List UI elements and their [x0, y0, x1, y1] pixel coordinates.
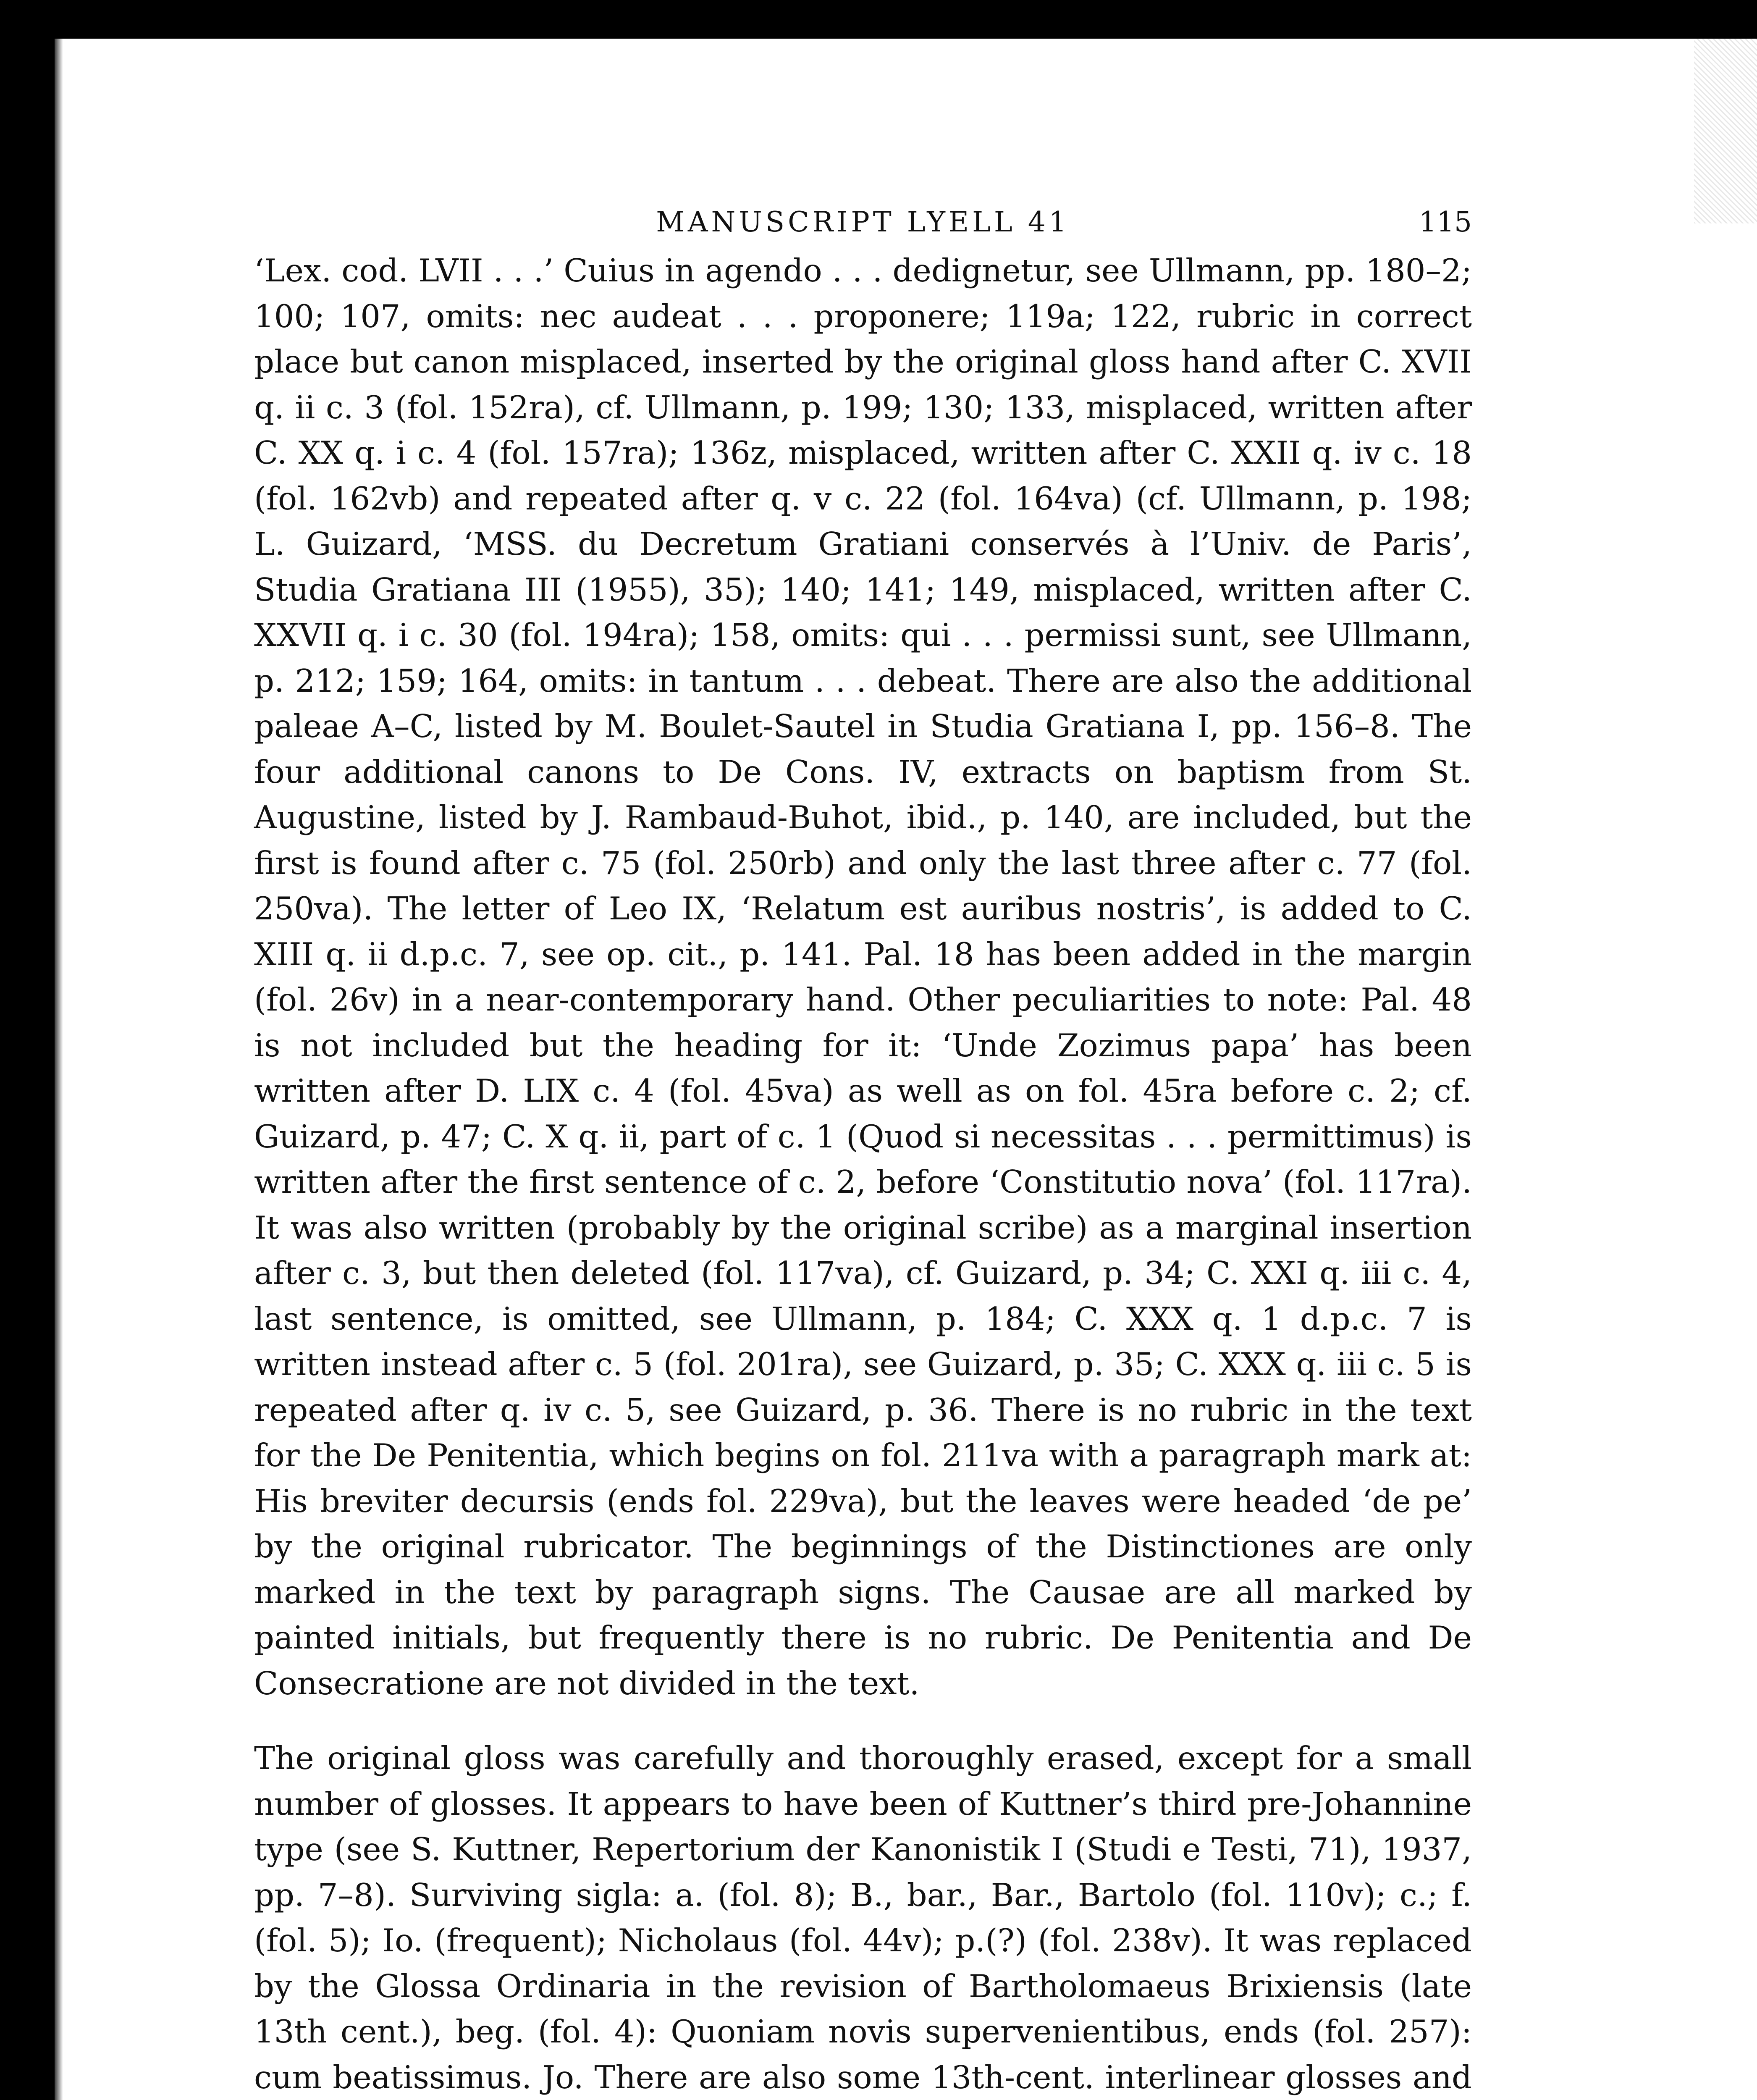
- running-title: MANUSCRIPT LYELL 41: [656, 206, 1070, 238]
- page-text-block: [254, 197, 1472, 2100]
- scan-noise-top-right: [1694, 39, 1757, 223]
- scan-shadow-left: [55, 39, 63, 2100]
- body-paragraph-2: The original gloss was carefully and thoroughly erased, except for a small number of glosses. It appears to have been of Kuttner’s third pre-Johannine type (see S. Kuttner, Repertorium der Kanonistik I (Studi e Testi, 71), 1937, pp. 7–8). Surviving sigla: a. (fol. 8); B., bar., Bar., Bartolo (fol. 110v); c.; f. (fol. 5); Io. (frequent); Nicholaus (fol. 44v); p.(?) (fol. 238v). It was replaced by the Glossa Ordinaria in the revision of Bartholomaeus Brixiensis (late 13th cent.), beg. (fol. 4): Quoniam novis supervenientibus, ends (fol. 257): cum beatissimus. Jo. There are also some 13th-cent. interlinear glosses and: [254, 1740, 1472, 2096]
- body-paragraph-1: ‘Lex. cod. LVII . . .’ Cuius in agendo . . . dedignetur, see Ullmann, pp. 180–2; 100; 107, omits: nec audeat . . . proponere; 119a; 122, rubric in correct place but canon misplaced, inserted by the original gloss hand after C. XVII q. ii c. 3 (fol. 152ra), cf. Ullmann, p. 199; 130; 133, misplaced, written after C. XX q. i c. 4 (fol. 157ra); 136z, misplaced, written after C. XXII q. iv c. 18 (fol. 162vb) and repeated after q. v c. 22 (fol. 164va) (cf. Ullmann, p. 198; L. Guizard, ‘MSS. du Decretum Gratiani conservés à l’Univ. de Paris’, Studia Gratiana III (1955), 35); 140; 141; 149, misplaced, written after C. XXVII q. i c. 30 (fol. 194ra); 158, omits: qui . . . permissi sunt, see Ullmann, p. 212; 159; 164, omits: in tantum . . . debeat. There are also the additional paleae A–C, listed by M. Boulet-Sautel in Studia Gratiana I, pp. 156–8. The four additional canons to De Cons. IV, extracts on baptism from St. Augustine, listed by J. Rambaud-Buhot, ibid., p. 140, are included, but the first is found after c. 75 (fol. 250rb) and only the last three after c. 77 (fol. 250va). The letter of Leo IX, ‘Relatum est auribus nostris’, is added to C. XIII q. ii d.p.c. 7, see op. cit., p. 141. Pal. 18 has been added in the margin (fol. 26v) in a near-contemporary hand. Other peculiarities to note: Pal. 48 is not included but the heading for it: ‘Unde Zozimus papa’ has been written after D. LIX c. 4 (fol. 45va) as well as on fol. 45ra before c. 2; cf. Guizard, p. 47; C. X q. ii, part of c. 1 (Quod si necessitas . . . permittimus) is written after the first sentence of c. 2, before ‘Constitutio nova’ (fol. 117ra). It was also written (probably by the original scribe) as a marginal insertion after c. 3, but then deleted (fol. 117va), cf. Guizard, p. 34; C. XXI q. iii c. 4, last sentence, is omitted, see Ullmann, p. 184; C. XXX q. 1 d.p.c. 7 is written instead after c. 5 (fol. 201ra), see Guizard, p. 35; C. XXX q. iii c. 5 is repeated after q. iv c. 5, see Guizard, p. 36. There is no rubric in the text for the De Penitentia, which begins on fol. 211va with a paragraph mark at: His breviter decursis (ends fol. 229va), but the leaves were headed ‘de pe’ by the original rubricator. The beginnings of the Distinctiones are only marked in the text by paragraph signs. The Causae are all marked by painted initials, but frequently there is no rubric. De Penitentia and De Consecratione are not divided in the text.: [254, 252, 1472, 1702]
- page-number: 115: [1419, 206, 1472, 238]
- scan-border-left: [0, 0, 55, 2100]
- scan-border-top: [0, 0, 1757, 39]
- running-head: [254, 197, 1472, 248]
